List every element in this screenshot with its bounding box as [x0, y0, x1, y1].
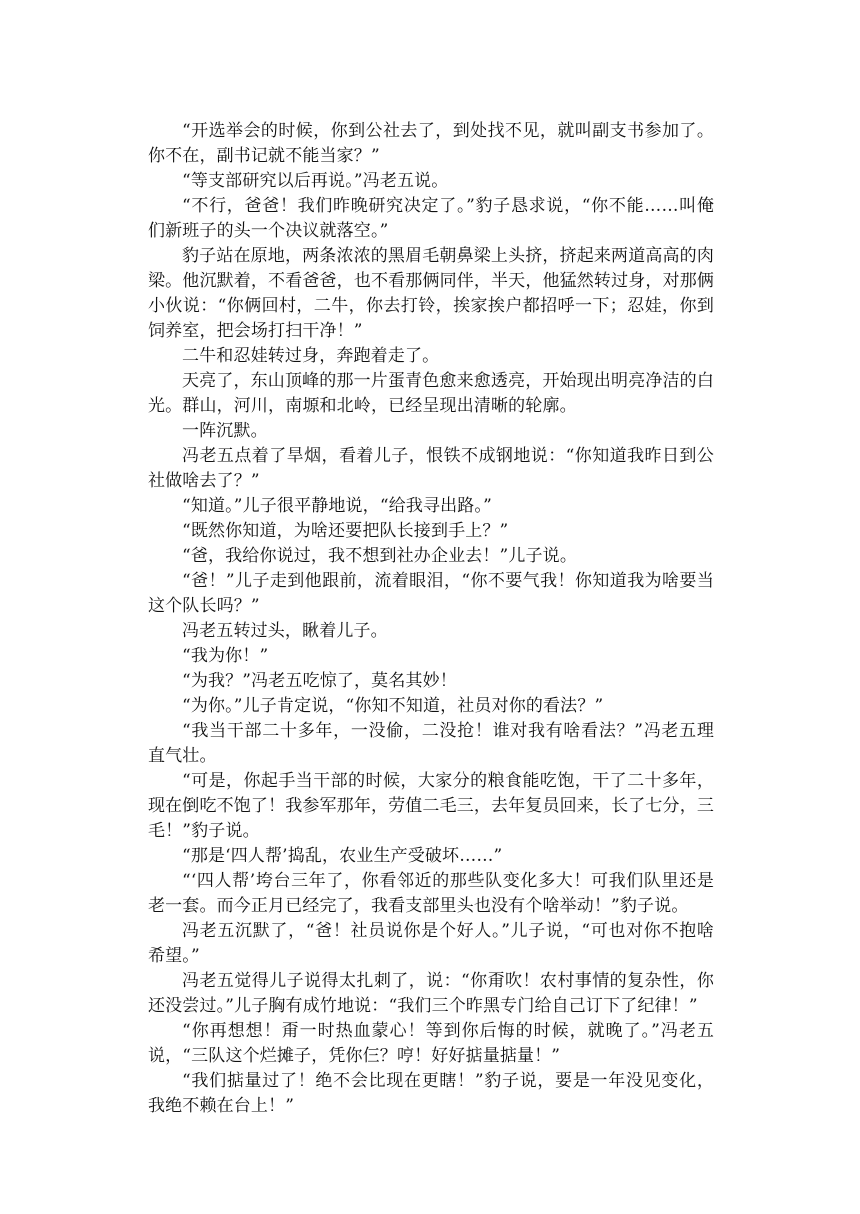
paragraph: 冯老五沉默了，“爸！社员说你是个好人。”儿子说，“可也对你不抱啥希望。” — [148, 921, 714, 966]
paragraph: 天亮了，东山顶峰的那一片蛋青色愈来愈透亮，开始现出明亮净洁的白光。群山，河川，南塬和北岭，已经呈现出清晰的轮廓。 — [148, 371, 714, 416]
paragraph: “既然你知道，为啥还要把队长接到手上？” — [182, 521, 509, 541]
paragraph: “我们掂量过了！绝不会比现在更瞎！”豹子说，要是一年没见变化，我绝不赖在台上！” — [148, 1071, 714, 1116]
paragraph: “爸，我给你说过，我不想到社办企业去！”儿子说。 — [182, 546, 577, 566]
paragraph: 一阵沉默。 — [182, 421, 268, 441]
paragraph: “爸！”儿子走到他跟前，流着眼泪，“你不要气我！你知道我为啥要当这个队长吗？” — [148, 571, 714, 616]
paragraph: “不行，爸爸！我们昨晚研究决定了。”豹子恳求说，“你不能……叫俺们新班子的头一个决议就落空。” — [148, 196, 714, 241]
paragraph: “那是‘四人帮’捣乱，农业生产受破坏……” — [182, 846, 503, 866]
paragraph: 冯老五转过头，瞅着儿子。 — [182, 621, 388, 641]
paragraph: “开选举会的时候，你到公社去了，到处找不见，就叫副支书参加了。你不在，副书记就不能当家？” — [148, 121, 714, 166]
paragraph: “为你。”儿子肯定说，“你知不知道，社员对你的看法？” — [182, 696, 604, 716]
paragraph: “等支部研究以后再说。”冯老五说。 — [182, 171, 449, 191]
paragraph: “‘四人帮’垮台三年了，你看邻近的那些队变化多大！可我们队里还是老一套。而今正月已经完了，我看支部里头也没有个啥举动！”豹子说。 — [148, 871, 714, 916]
paragraph: 豹子站在原地，两条浓浓的黑眉毛朝鼻梁上头挤，挤起来两道高高的肉梁。他沉默着，不看爸爸，也不看那俩同伴，半天，他猛然转过身，对那俩小伙说：“你俩回村，二牛，你去打铃，挨家挨户都招呼一下；忍娃，你到饲养室，把会场打扫干净！” — [148, 246, 714, 341]
paragraph: “我当干部二十多年，一没偷，二没抢！谁对我有啥看法？”冯老五理直气壮。 — [148, 721, 714, 766]
paragraph: 冯老五觉得儿子说得太扎刺了，说：“你甭吹！农村事情的复杂性，你还没尝过。”儿子胸有成竹地说：“我们三个昨黑专门给自己订下了纪律！” — [148, 971, 714, 1016]
paragraph: “你再想想！甭一时热血蒙心！等到你后悔的时候，就晚了。”冯老五说，“三队这个烂摊子，凭你仨？哼！好好掂量掂量！” — [148, 1021, 714, 1066]
document-body — [148, 119, 714, 1119]
paragraph: “可是，你起手当干部的时候，大家分的粮食能吃饱，干了二十多年，现在倒吃不饱了！我参军那年，劳值二毛三，去年复员回来，长了七分，三毛！”豹子说。 — [148, 771, 714, 841]
paragraph: “我为你！” — [182, 646, 269, 666]
paragraph: 二牛和忍娃转过身，奔跑着走了。 — [182, 346, 440, 366]
paragraph: “为我？”冯老五吃惊了，莫名其妙！ — [182, 671, 457, 691]
paragraph: 冯老五点着了旱烟，看着儿子，恨铁不成钢地说：“你知道我昨日到公社做啥去了？” — [148, 446, 714, 491]
paragraph: “知道。”儿子很平静地说，“给我寻出路。” — [182, 496, 492, 516]
